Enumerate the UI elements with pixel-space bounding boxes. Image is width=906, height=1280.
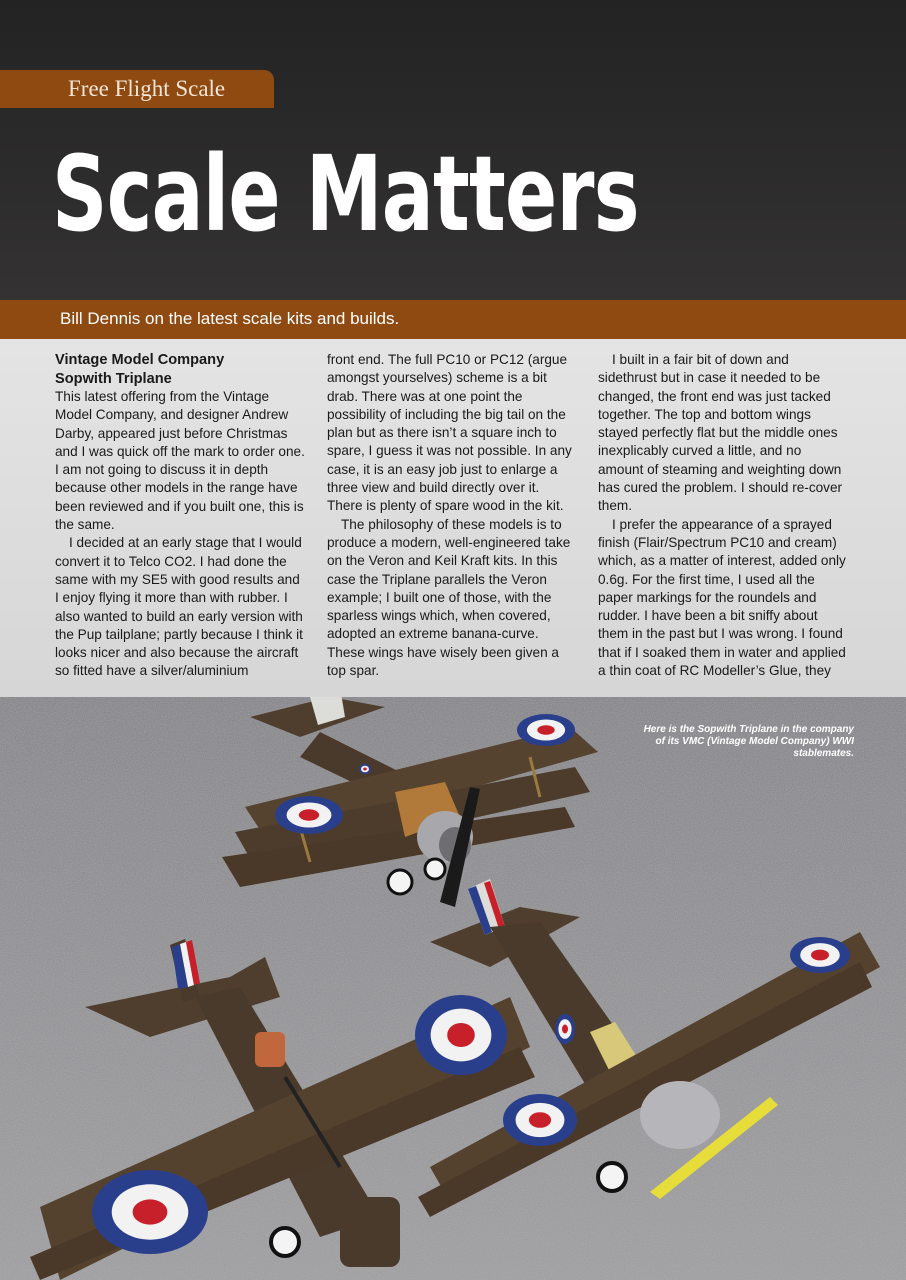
photo-illustration bbox=[0, 697, 906, 1280]
paragraph: This latest offering from the Vintage Model Company, and designer Andrew Darby, appeared just before Christmas and I was quick off the mark to order one. I am not going to discuss it in depth because other models in the range have been reviewed and if you built one, this is the same. bbox=[55, 389, 305, 533]
paragraph: I built in a fair bit of down and sidethrust but in case it needed to be changed, the front end was just tacked together. The top and bottom wings stayed perfectly flat but the middle ones inexplicably curved a little, and no amount of steaming and weighting down has cured the problem. I should re-cover them. bbox=[598, 352, 843, 514]
article-heading-line-2: Sopwith Triplane bbox=[55, 370, 172, 387]
article-heading-line-1: Vintage Model Company bbox=[55, 352, 225, 368]
article-column-3 bbox=[598, 351, 848, 680]
article-column-2 bbox=[327, 351, 577, 680]
section-tag bbox=[0, 70, 274, 108]
paragraph: I prefer the appearance of a sprayed finish (Flair/Spectrum PC10 and cream) which, as a matter of interest, added only 0.6g. For the first time, I used all the paper markings for the roundels and rudder. I have been a bit sniffy about them in the past but I was wrong. I found that if I soaked them in water and applied a thin coat of RC Modeller’s Glue, they bbox=[598, 516, 846, 679]
paragraph: The philosophy of these models is to produce a modern, well-engineered take on the Veron and Keil Kraft kits. In this case the Triplane parallels the Veron example; I built one of those, with the sparless wings which, when covered, adopted an extreme banana-curve. These wings have wisely been given a top spar. bbox=[327, 516, 571, 679]
subtitle-bar bbox=[0, 300, 906, 339]
paragraph: I decided at an early stage that I would convert it to Telco CO2. I had done the same with my SE5 with good results and I enjoy flying it more than with rubber. I also wanted to build an early version with the Pup tailplane; partly because I think it looks nicer and also because the aircraft so fitted have a silver/aluminium bbox=[55, 535, 303, 679]
article-column-1 bbox=[55, 351, 305, 681]
paragraph: front end. The full PC10 or PC12 (argue amongst yourselves) scheme is a bit drab. There was at one point the possibility of including the big tail on the plan but as there isn’t a square inch to spare, I guess it was not possible. In any case, it is an easy job just to enlarge a three view and build directly over it. There is plenty of spare wood in the kit. bbox=[327, 352, 572, 514]
subtitle: Bill Dennis on the latest scale kits and builds. bbox=[60, 309, 400, 328]
photo-caption: Here is the Sopwith Triplane in the company of its VMC (Vintage Model Company) WWI stablemates. bbox=[643, 724, 854, 759]
section-label: Free Flight Scale bbox=[68, 76, 226, 101]
page-title: Scale Matters bbox=[52, 133, 639, 255]
model-aircraft-photo bbox=[0, 697, 906, 1280]
